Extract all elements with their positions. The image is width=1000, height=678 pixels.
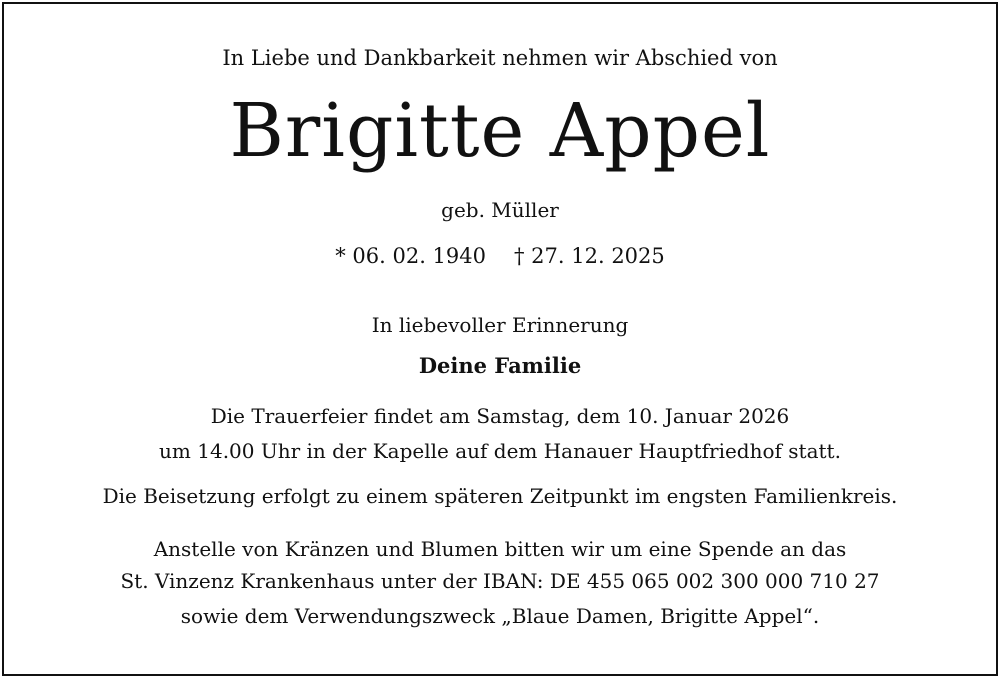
intro-text: In Liebe und Dankbarkeit nehmen wir Abschied von bbox=[222, 46, 778, 70]
burial-info: Die Beisetzung erfolgt zu einem späteren Zeitpunkt im engsten Familienkreis. bbox=[102, 484, 898, 508]
memory-text: In liebevoller Erinnerung bbox=[371, 313, 629, 337]
funeral-info-line-1: Die Trauerfeier findet am Samstag, dem 10. Januar 2026 bbox=[210, 404, 790, 428]
death-date: † 27. 12. 2025 bbox=[514, 244, 665, 268]
maiden-name: geb. Müller bbox=[441, 198, 559, 222]
donation-info-line-1: Anstelle von Kränzen und Blumen bitten wir um eine Spende an das bbox=[153, 537, 847, 561]
funeral-info-line-2: um 14.00 Uhr in der Kapelle auf dem Hanauer Hauptfriedhof statt. bbox=[159, 439, 841, 463]
life-dates bbox=[0, 244, 1000, 268]
donation-info-line-2: St. Vinzenz Krankenhaus unter der IBAN: DE 455 065 002 300 000 710 27 bbox=[120, 569, 880, 593]
birth-date: * 06. 02. 1940 bbox=[335, 244, 486, 268]
deceased-name: Brigitte Appel bbox=[229, 88, 771, 174]
donation-info-line-3: sowie dem Verwendungszweck „Blaue Damen, Brigitte Appel“. bbox=[180, 604, 820, 628]
family-signature: Deine Familie bbox=[418, 353, 582, 378]
